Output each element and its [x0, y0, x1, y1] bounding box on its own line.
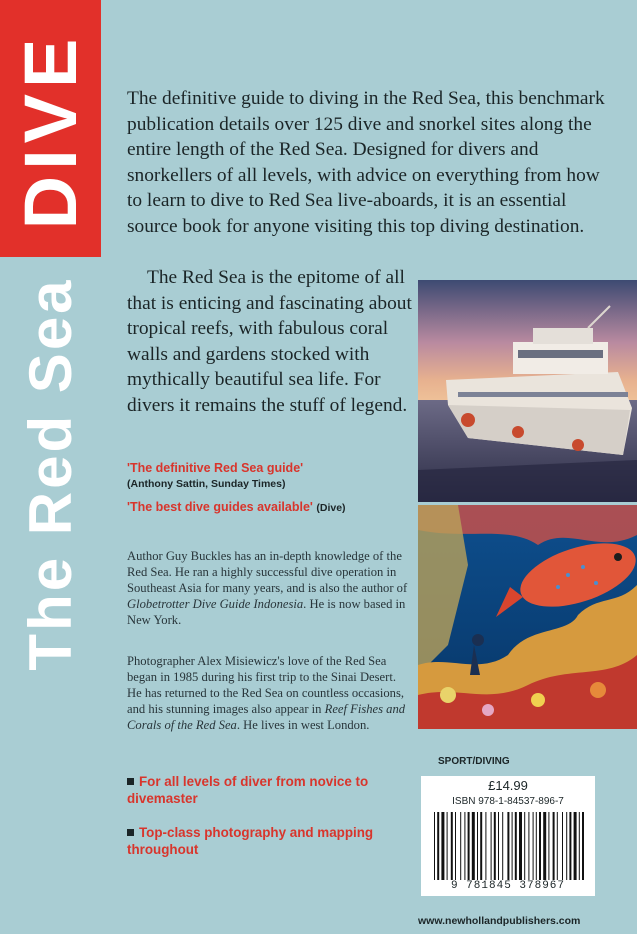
bullet-square-icon: [127, 829, 134, 836]
bullet-2: [127, 824, 407, 858]
publisher-website: www.newhollandpublishers.com: [418, 915, 581, 927]
barcode-panel: [421, 776, 595, 896]
photo-dive-boat: [418, 280, 637, 502]
price: £14.99: [488, 778, 528, 793]
isbn: ISBN 978-1-84537-896-7: [452, 796, 564, 807]
photographer-bio: [127, 653, 412, 733]
author-bio-book: Globetrotter Dive Guide Indonesia: [127, 597, 304, 611]
author-bio-text-end: . He is now based in New York.: [127, 597, 406, 627]
bullet-2-text: Top-class photography and mapping throughout: [127, 825, 374, 857]
photographer-bio-text: Photographer Alex Misiewicz's love of the Red Sea began in 1985 during his first trip to the Sinai Desert. He has returned to the Red Sea on countless occasions, and his stunning images also appear in: [127, 654, 404, 716]
photo-coral-grouper: [418, 505, 637, 729]
photographer-bio-book: Reef Fishes and Corals of the Red Sea: [127, 702, 406, 732]
author-bio-text: Author Guy Buckles has an in-depth knowledge of the Red Sea. He ran a highly successful dive operation in Southeast Asia for many years, and is also the author of: [127, 549, 408, 595]
spine-title: The Red Sea: [17, 277, 84, 671]
intro-paragraph-1: The definitive guide to diving in the Red Sea, this benchmark publication details over 125 dive and snorkel sites along the entire length of the Red Sea. Designed for divers and snorkellers of all levels, with advice on everything from how to learn to dive to Red Sea live-aboards, it is an essential source book for anyone visiting this top diving destination.: [127, 88, 605, 237]
barcode-icon: [432, 812, 584, 880]
barcode-number: 9 781845 378967: [450, 880, 566, 892]
intro-paragraph-2: The Red Sea is the epitome of all that is enticing and fascinating about tropical reefs, with fabulous coral walls and gardens stocked with mythically beautiful sea life. For divers it remains the stuff of legend.: [127, 267, 412, 416]
quote-1-attribution: (Anthony Sattin, Sunday Times): [127, 478, 286, 490]
quote-2: [127, 500, 346, 514]
quote-1: 'The definitive Red Sea guide': [127, 461, 304, 475]
author-bio: [127, 548, 412, 628]
bullet-1: [127, 773, 407, 807]
quote-2-text: 'The best dive guides available': [127, 500, 313, 514]
bullet-square-icon: [127, 778, 134, 785]
category-label: SPORT/DIVING: [438, 756, 510, 767]
bullet-1-text: For all levels of diver from novice to divemaster: [127, 774, 369, 806]
photographer-bio-text-end: . He lives in west London.: [236, 718, 370, 732]
spine-dive-text: DIVE: [9, 32, 92, 230]
quote-2-attribution: (Dive): [316, 502, 346, 514]
